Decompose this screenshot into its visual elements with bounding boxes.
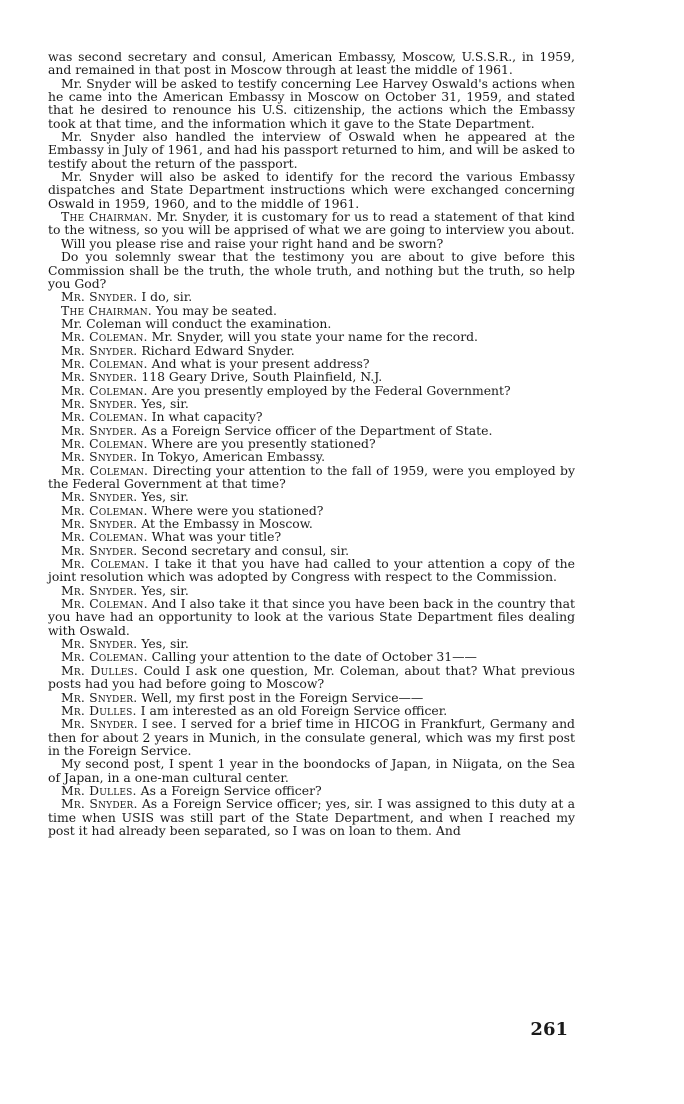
paragraph (48, 691, 575, 704)
paragraph-text: And I also take it that since you have been back in the country that you have had an opportunity to look at the various State Department files dealing with Oswald. (48, 596, 575, 638)
paragraph-text: Will you please rise and raise your right hand and be sworn? (61, 235, 444, 251)
paragraph-text: You may be seated. (155, 302, 277, 318)
paragraph-text: And what is your present address? (151, 355, 370, 371)
speaker-label: Mr. Snyder. (61, 542, 138, 558)
paragraph-text: Yes, sir. (141, 395, 189, 411)
paragraph-text: Second secretary and consul, sir. (141, 542, 350, 558)
paragraph-text: Yes, sir. (141, 582, 189, 598)
paragraph-text: 118 Geary Drive, South Plainfield, N.J. (141, 369, 383, 385)
paragraph-text: In Tokyo, American Embassy. (141, 449, 326, 465)
paragraph (48, 504, 575, 517)
paragraph (48, 557, 575, 584)
paragraph (48, 490, 575, 503)
paragraph (48, 717, 575, 757)
paragraph (48, 50, 575, 77)
speaker-label: Mr. Snyder. (61, 716, 138, 732)
paragraph (48, 704, 575, 717)
paragraph (48, 544, 575, 557)
paragraph-text: As a Foreign Service officer of the Department of State. (141, 422, 493, 438)
paragraph-text: Where are you presently stationed? (151, 435, 376, 451)
paragraph-text: Directing your attention to the fall of 1959, were you employed by the Federal Government at that time? (48, 462, 575, 491)
paragraph-text: Are you presently employed by the Federal Government? (151, 382, 511, 398)
speaker-label: Mr. Snyder. (61, 516, 138, 532)
paragraph-text: Mr. Coleman will conduct the examination. (61, 315, 332, 331)
paragraph (48, 170, 575, 210)
paragraph (48, 424, 575, 437)
speaker-label: Mr. Snyder. (61, 636, 138, 652)
speaker-label: The Chairman. (61, 302, 152, 318)
speaker-label: Mr. Coleman. (61, 462, 149, 478)
paragraph (48, 637, 575, 650)
paragraph (48, 397, 575, 410)
speaker-label: Mr. Coleman. (61, 382, 148, 398)
paragraph-text: Richard Edward Snyder. (141, 342, 295, 358)
paragraph-text: Mr. Snyder also handled the interview of Oswald when he appeared at the Embassy in July of 1961, and had his passport returned to him, and will be asked to testify about the return of the passport. (48, 129, 575, 171)
paragraph (48, 370, 575, 383)
speaker-label: Mr. Snyder. (61, 342, 138, 358)
paragraph (48, 584, 575, 597)
speaker-label: Mr. Coleman. (61, 596, 148, 612)
paragraph-text: What was your title? (151, 529, 282, 545)
paragraph-text: Well, my first post in the Foreign Service—— (141, 689, 424, 705)
paragraph-text: As a Foreign Service officer; yes, sir. I was assigned to this duty at a time when USIS was still part of the State Department, and when I reached my post it had already been separated, so I was on loan to them. And (48, 796, 575, 838)
paragraph-text: I am interested as an old Foreign Service officer. (140, 702, 448, 718)
paragraph (48, 250, 575, 290)
paragraph-text: Yes, sir. (141, 489, 189, 505)
paragraph (48, 384, 575, 397)
paragraph-text: My second post, I spent 1 year in the boondocks of Japan, in Niigata, on the Sea of Japan, in a one-man cultural center. (48, 756, 575, 785)
paragraph (48, 597, 575, 637)
paragraph (48, 317, 575, 330)
speaker-label: Mr. Snyder. (61, 489, 138, 505)
paragraph-text: Could I ask one question, Mr. Coleman, about that? What previous posts had you had before going to Moscow? (48, 662, 575, 692)
speaker-label: Mr. Snyder. (61, 582, 138, 598)
paragraph (48, 210, 575, 237)
paragraph (48, 530, 575, 543)
page-number: 261 (530, 1019, 568, 1040)
paragraph-text: Calling your attention to the date of October 31—— (151, 649, 477, 665)
paragraph (48, 304, 575, 317)
speaker-label: Mr. Coleman. (61, 502, 148, 518)
paragraph (48, 664, 575, 691)
paragraph-text: was second secretary and consul, American Embassy, Moscow, U.S.S.R., in 1959, and remained in that post in Moscow through at least the middle of 1961. (48, 49, 575, 78)
paragraph (48, 757, 575, 784)
speaker-label: Mr. Coleman. (61, 329, 148, 345)
paragraph (48, 77, 575, 130)
paragraph (48, 797, 575, 837)
speaker-label: Mr. Snyder. (61, 689, 138, 705)
paragraph (48, 357, 575, 370)
paragraph (48, 344, 575, 357)
speaker-label: Mr. Snyder. (61, 289, 138, 305)
paragraph-text: Mr. Snyder will be asked to testify concerning Lee Harvey Oswald's actions when he came into the American Embassy in Moscow on October 31, 1959, and stated that he desired to renounce his U.S. citizenship, the actions which the Embassy took at that time, and the information which it gave to the State Department. (48, 75, 575, 131)
paragraph-text: Mr. Snyder, will you state your name for the record. (151, 329, 478, 345)
paragraph (48, 784, 575, 797)
paragraph-text: As a Foreign Service officer? (140, 782, 322, 798)
speaker-label: Mr. Snyder. (61, 796, 138, 812)
testimony-text (48, 50, 575, 837)
paragraph-text: I see. I served for a brief time in HICOG in Frankfurt, Germany and then for about 2 years in Munich, in the consulate general, which was my first post in the Foreign Service. (48, 716, 575, 758)
speaker-label: Mr. Snyder. (61, 369, 138, 385)
speaker-label: Mr. Snyder. (61, 449, 138, 465)
paragraph-text: I take it that you have had called to your attention a copy of the joint resolution which was adopted by Congress with respect to the Commission. (48, 556, 575, 585)
speaker-label: Mr. Dulles. (61, 702, 137, 718)
speaker-label: Mr. Snyder. (61, 395, 138, 411)
speaker-label: Mr. Coleman. (61, 435, 148, 451)
speaker-label: Mr. Dulles. (61, 662, 139, 678)
paragraph (48, 517, 575, 530)
paragraph (48, 410, 575, 423)
speaker-label: Mr. Dulles. (61, 782, 137, 798)
speaker-label: Mr. Snyder. (61, 422, 138, 438)
paragraph-text: I do, sir. (141, 289, 193, 305)
paragraph (48, 330, 575, 343)
paragraph (48, 290, 575, 303)
speaker-label: Mr. Coleman. (61, 355, 148, 371)
paragraph-text: Where were you stationed? (151, 502, 324, 518)
paragraph (48, 130, 575, 170)
paragraph-text: Yes, sir. (141, 636, 189, 652)
paragraph (48, 450, 575, 463)
paragraph-text: Mr. Snyder will also be asked to identify for the record the various Embassy dispatches and State Department instructions which were exchanged concerning Oswald in 1959, 1960, and to the middle of 1961. (48, 169, 575, 211)
paragraph-text: Mr. Snyder, it is customary for us to read a statement of that kind to the witness, so you will be apprised of what we are going to interview you about. (48, 209, 575, 238)
speaker-label: Mr. Coleman. (61, 529, 148, 545)
paragraph (48, 650, 575, 663)
paragraph (48, 237, 575, 250)
paragraph (48, 464, 575, 491)
paragraph-text: Do you solemnly swear that the testimony you are about to give before this Commission shall be the truth, the whole truth, and nothing but the truth, so help you God? (48, 249, 575, 291)
paragraph (48, 437, 575, 450)
paragraph-text: At the Embassy in Moscow. (141, 516, 313, 532)
speaker-label: Mr. Coleman. (61, 649, 148, 665)
paragraph-text: In what capacity? (151, 409, 263, 425)
speaker-label: Mr. Coleman. (61, 409, 148, 425)
speaker-label: Mr. Coleman. (61, 556, 150, 572)
speaker-label: The Chairman. (61, 209, 153, 225)
